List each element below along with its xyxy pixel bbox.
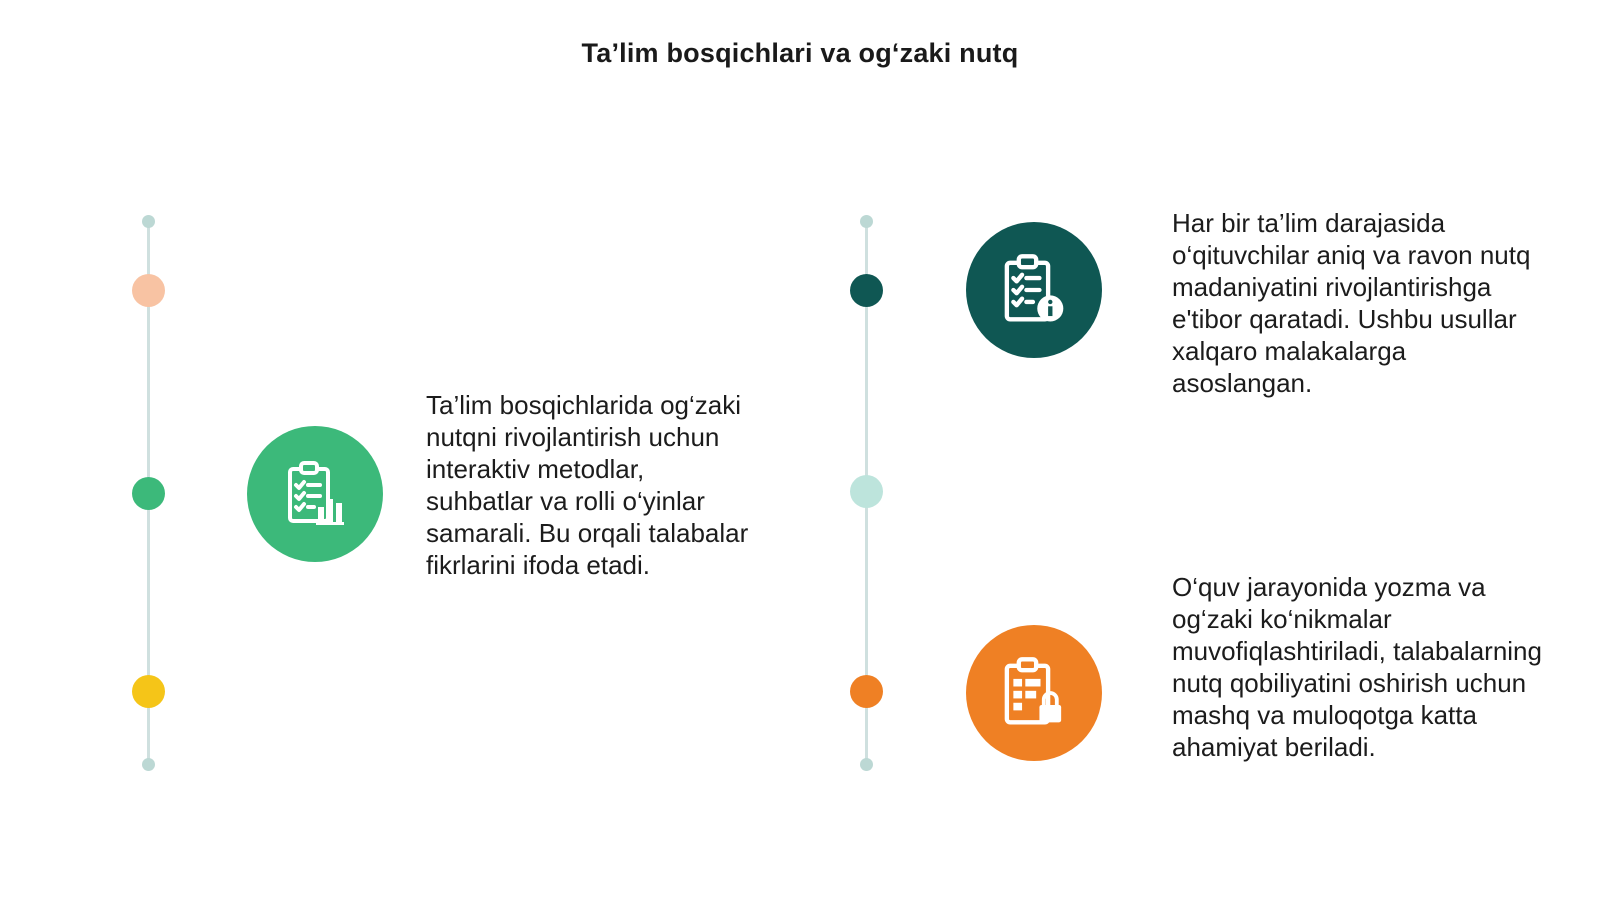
timeline-end-dot [142,215,155,228]
stage-description-2: Har bir ta’lim darajasida o‘qituvchilar aniq va ravon nutq madaniyatini rivojlantirishga e'tibor qaratadi. Ushbu usullar xalqaro malakalarga asoslangan. [1172,208,1531,398]
page-title: Ta’lim bosqichlari va og‘zaki nutq [581,38,1019,68]
timeline-node-dark-teal [850,274,883,307]
stage-description-3: O‘quv jarayonida yozma va og‘zaki ko‘nikmalar muvofiqlashtiriladi, talabalarning nutq qobiliyatini oshirish uchun mashq va muloqotga katta ahamiyat beriladi. [1172,572,1542,762]
timeline-node-orange [850,675,883,708]
clipboard-chart-icon-circle [247,426,383,562]
timeline-end-dot [860,215,873,228]
timeline-node-green [132,477,165,510]
timeline-node-yellow [132,675,165,708]
timeline-node-light-teal [850,475,883,508]
timeline-node-peach [132,274,165,307]
clipboard-lock-icon [996,655,1072,731]
clipboard-lock-icon-circle [966,625,1102,761]
timeline-end-dot [142,758,155,771]
clipboard-chart-icon [280,459,350,529]
timeline-end-dot [860,758,873,771]
clipboard-info-icon [996,252,1072,328]
stage-description-1: Ta’lim bosqichlarida og‘zaki nutqni rivojlantirish uchun interaktiv metodlar, suhbatlar va rolli o‘yinlar samarali. Bu orqali talabalar fikrlarini ifoda etadi. [426,390,749,580]
clipboard-info-icon-circle [966,222,1102,358]
